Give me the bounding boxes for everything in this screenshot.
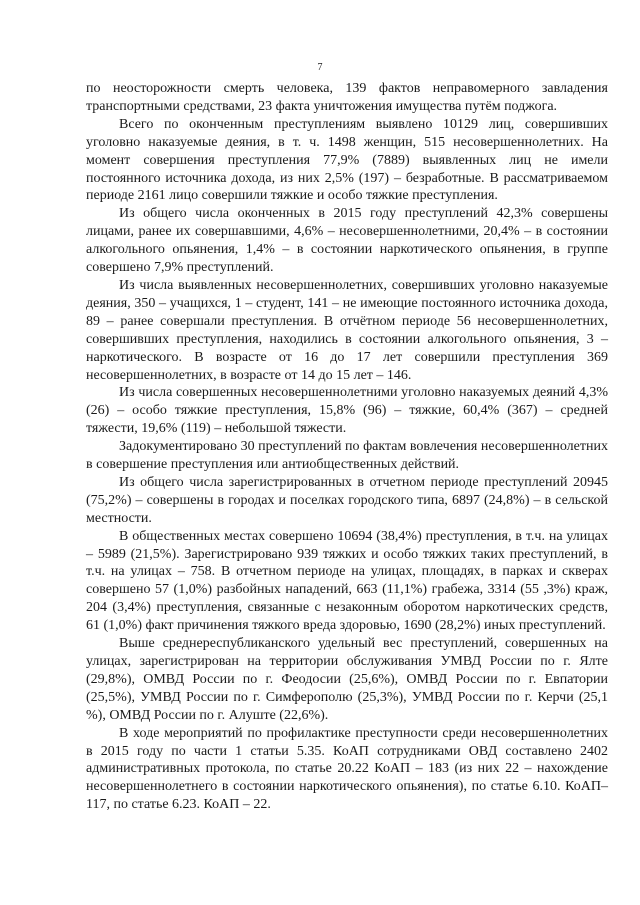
paragraph: Из числа выявленных несовершеннолетних, совершивших уголовно наказуемые деяния, 350 – учащихся, 1 – студент, 141 – не имеющие постоянного источника дохода, 89 – ранее совершали преступления. В отчётном периоде 56 несовершеннолетних, совершивших преступления, находились в состоянии алкогольного опьянения, 3 – наркотического. В возрасте от 16 до 17 лет совершили преступления 369 несовершеннолетних, в возрасте от 14 до 15 лет – 146. (86, 277, 608, 383)
paragraph-continuation: по неосторожности смерть человека, 139 фактов неправомерного завладения транспортными средствами, 23 факта уничтожения имущества путём поджога. (86, 81, 608, 114)
paragraph: Выше среднереспубликанского удельный вес преступлений, совершенных на улицах, зарегистрирован на территории обслуживания УМВД России по г. Ялте (29,8%), ОМВД России по г. Феодосии (25,6%), ОМВД России по г. Евпатории (25,5%), УМВД России по г. Симферополю (25,3%), УМВД России по г. Керчи (25,1 %), ОМВД России по г. Алуште (22,6%). (86, 636, 608, 723)
paragraph: Из общего числа зарегистрированных в отчетном периоде преступлений 20945 (75,2%) – совершены в городах и поселках городского типа, 6897 (24,8%) – в сельской местности. (86, 474, 608, 526)
paragraph: Из числа совершенных несовершеннолетними уголовно наказуемых деяний 4,3% (26) – особо тяжкие преступления, 15,8% (96) – тяжкие, 60,4% (367) – средней тяжести, 19,6% (119) – небольшой тяжести. (86, 385, 608, 437)
paragraph: В ходе мероприятий по профилактике преступности среди несовершеннолетних в 2015 году по части 1 статьи 5.35. КоАП сотрудниками ОВД составлено 2402 административных протокола, по статье 20.22 КоАП – 183 (из них 22 – нахождение несовершеннолетнего в состоянии наркотического опьянения), по статье 6.10. КоАП–117, по статье 6.23. КоАП – 22. (86, 725, 608, 813)
paragraph: Задокументировано 30 преступлений по фактам вовлечения несовершеннолетних в совершение преступления или антиобщественных действий. (86, 439, 608, 473)
paragraph: В общественных местах совершено 10694 (38,4%) преступления, в т.ч. на улицах – 5989 (21,5%). Зарегистрировано 939 тяжких и особо тяжких таких преступлений, в т.ч. на улицах – 758. В отчетном периоде на улицах, площадях, в парках и скверах совершено 57 (1,0%) разбойных нападений, 663 (11,1%) грабежа, 3314 (55 ,3%) краж, 204 (3,4%) преступления, связанные с незаконным оборотом наркотических средств, 61 (1,0%) факт причинения тяжкого вреда здоровью, 1690 (28,2%) иных преступлений. (86, 528, 608, 634)
document-body (86, 80, 608, 814)
page-number: 7 (317, 62, 323, 73)
paragraph: Из общего числа оконченных в 2015 году преступлений 42,3% совершены лицами, ранее их совершавшими, 4,6% – несовершеннолетними, 20,4% – в состоянии алкогольного опьянения, 1,4% – в состоянии наркотического опьянения, в группе совершено 7,9% преступлений. (86, 206, 608, 276)
paragraph: Всего по оконченным преступлениям выявлено 10129 лиц, совершивших уголовно наказуемые деяния, в т. ч. 1498 женщин, 515 несовершеннолетних. На момент совершения преступления 77,9% (7889) выявленных лиц не имели постоянного источника дохода, из них 2,5% (197) – безработные. В рассматриваемом периоде 2161 лицо совершили тяжкие и особо тяжкие преступления. (86, 116, 608, 204)
